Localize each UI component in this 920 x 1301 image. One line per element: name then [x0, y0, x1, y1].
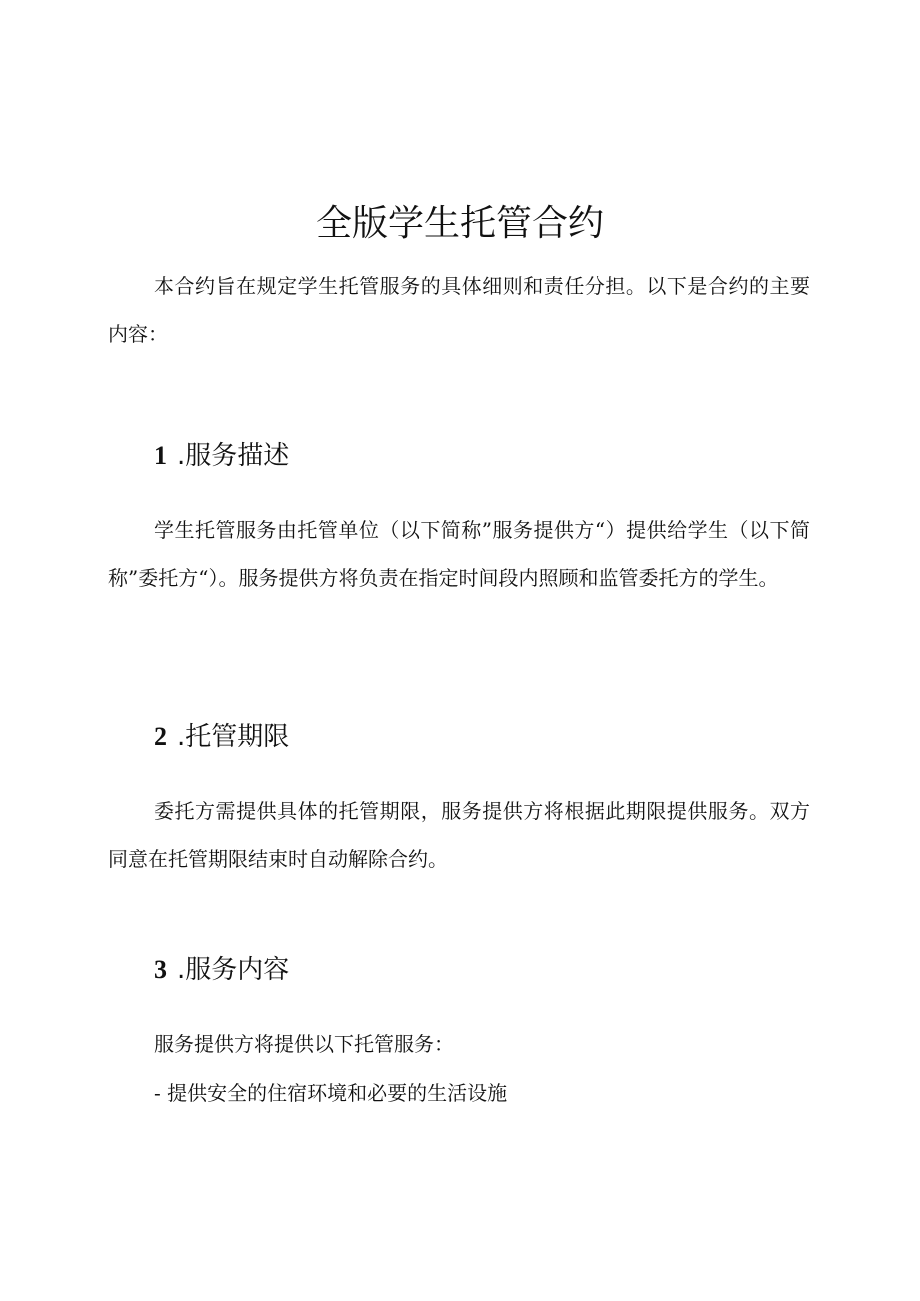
section-heading-1 — [154, 436, 289, 476]
list-item: - 提供安全的住宿环境和必要的生活设施 — [154, 1081, 508, 1105]
section-2-body: 委托方需提供具体的托管期限，服务提供方将根据此期限提供服务。双方同意在托管期限结束时自动解除合约。 — [108, 799, 810, 871]
section-1-body: 学生托管服务由托管单位（以下简称”服务提供方“）提供给学生（以下简称”委托方“）。服务提供方将负责在指定时间段内照顾和监管委托方的学生。 — [108, 518, 810, 590]
document-title: 全版学生托管合约 — [315, 203, 604, 245]
intro-paragraph: 本合约旨在规定学生托管服务的具体细则和责任分担。以下是合约的主要内容： — [108, 274, 810, 346]
section-number: 2 — [154, 722, 167, 751]
section-number: 1 — [154, 441, 167, 470]
section-number: 3 — [154, 955, 167, 984]
section-heading-3 — [154, 950, 289, 990]
section-title: .服务描述 — [177, 441, 290, 471]
section-title: .托管期限 — [177, 722, 290, 752]
section-3-body: 服务提供方将提供以下托管服务： — [154, 1032, 454, 1056]
section-heading-2 — [154, 717, 289, 757]
section-title: .服务内容 — [177, 955, 290, 985]
